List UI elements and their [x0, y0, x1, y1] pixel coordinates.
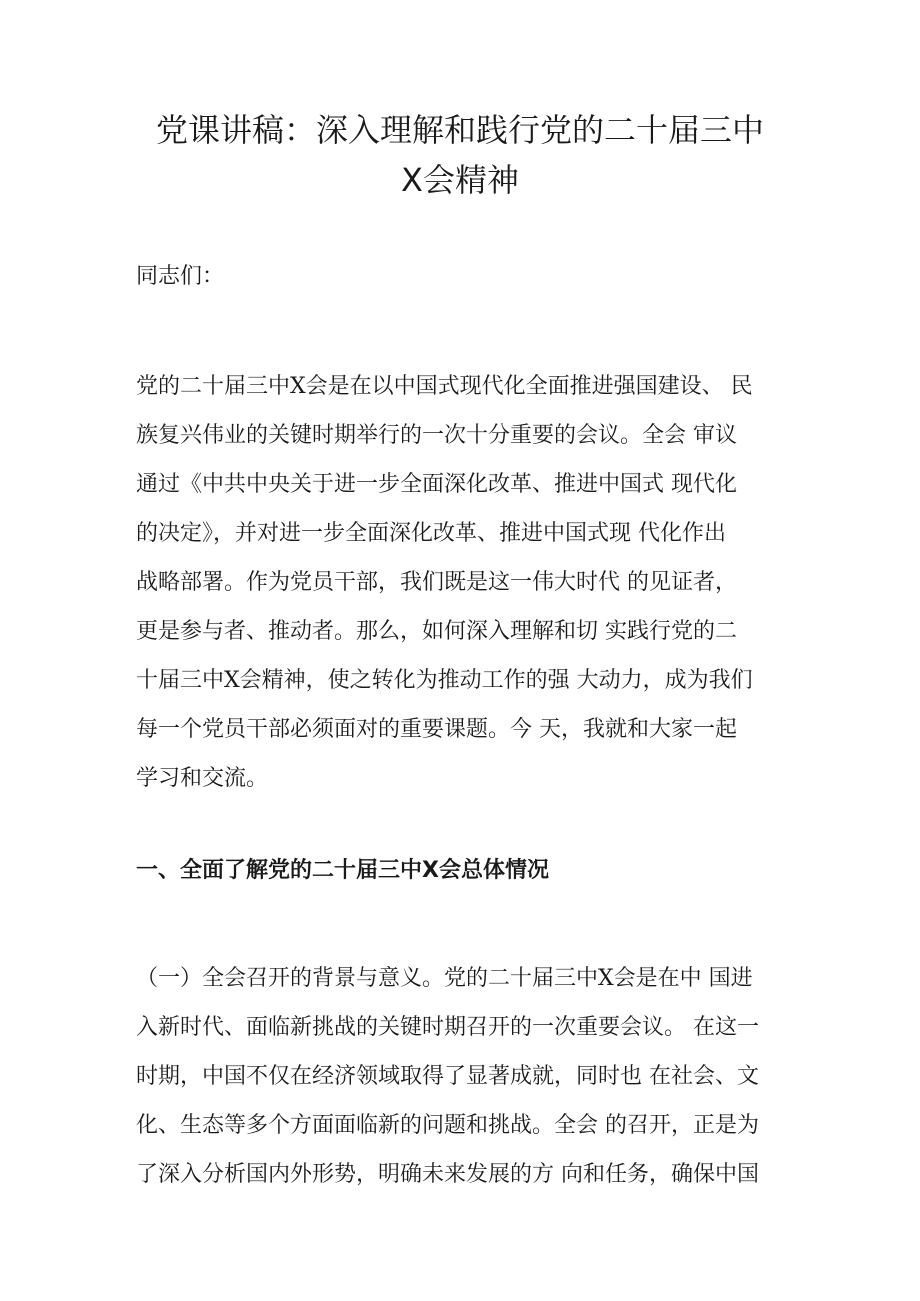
- salutation: 同志们：: [136, 264, 225, 289]
- paragraph-line: 族复兴伟业的关键时期举行的一次十分重要的会议。全会 审议: [136, 423, 737, 448]
- section-paragraph: [136, 954, 796, 1199]
- paragraph-line: 化、生态等多个方面面临新的问题和挑战。全会 的召开，正是为: [136, 1113, 759, 1138]
- paragraph-line: 的决定》，并对进一步全面深化改革、推进中国式现 代化作出: [136, 521, 726, 546]
- paragraph-line: 每一个党员干部必须面对的重要课题。今 天，我就和大家一起: [136, 717, 737, 742]
- paragraph-line: 入新时代、面临新挑战的关键时期召开的一次重要会议。 在这一: [136, 1015, 759, 1040]
- document-title-line-1: 党课讲稿：深入理解和践行党的二十届三中: [155, 111, 764, 149]
- paragraph-line: 通过《中共中央关于进一步全面深化改革、推进中国式 现代化: [136, 472, 737, 497]
- paragraph-line: 时期，中国不仅在经济领域取得了显著成就，同时也 在社会、文: [136, 1064, 759, 1089]
- intro-paragraph: [136, 362, 796, 803]
- paragraph-line: （一）全会召开的背景与意义。党的二十届三中X会是在中 国进: [136, 966, 753, 991]
- paragraph-line: 十届三中X会精神，使之转化为推动工作的强 大动力，成为我们: [136, 668, 753, 693]
- paragraph-line: 党的二十届三中X会是在以中国式现代化全面推进强国建设、 民: [136, 374, 753, 399]
- paragraph-line: 学习和交流。: [136, 766, 269, 791]
- paragraph-line: 战略部署。作为党员干部，我们既是这一伟大时代 的见证者，: [136, 570, 737, 595]
- paragraph-line: 更是参与者、推动者。那么，如何深入理解和切 实践行党的二: [136, 619, 737, 644]
- section-heading: 一、全面了解党的二十届三中X会总体情况: [136, 858, 549, 883]
- paragraph-line: 了深入分析国内外形势，明确未来发展的方 向和任务，确保中国: [136, 1162, 759, 1187]
- document-title-line-2: X会精神: [401, 161, 519, 199]
